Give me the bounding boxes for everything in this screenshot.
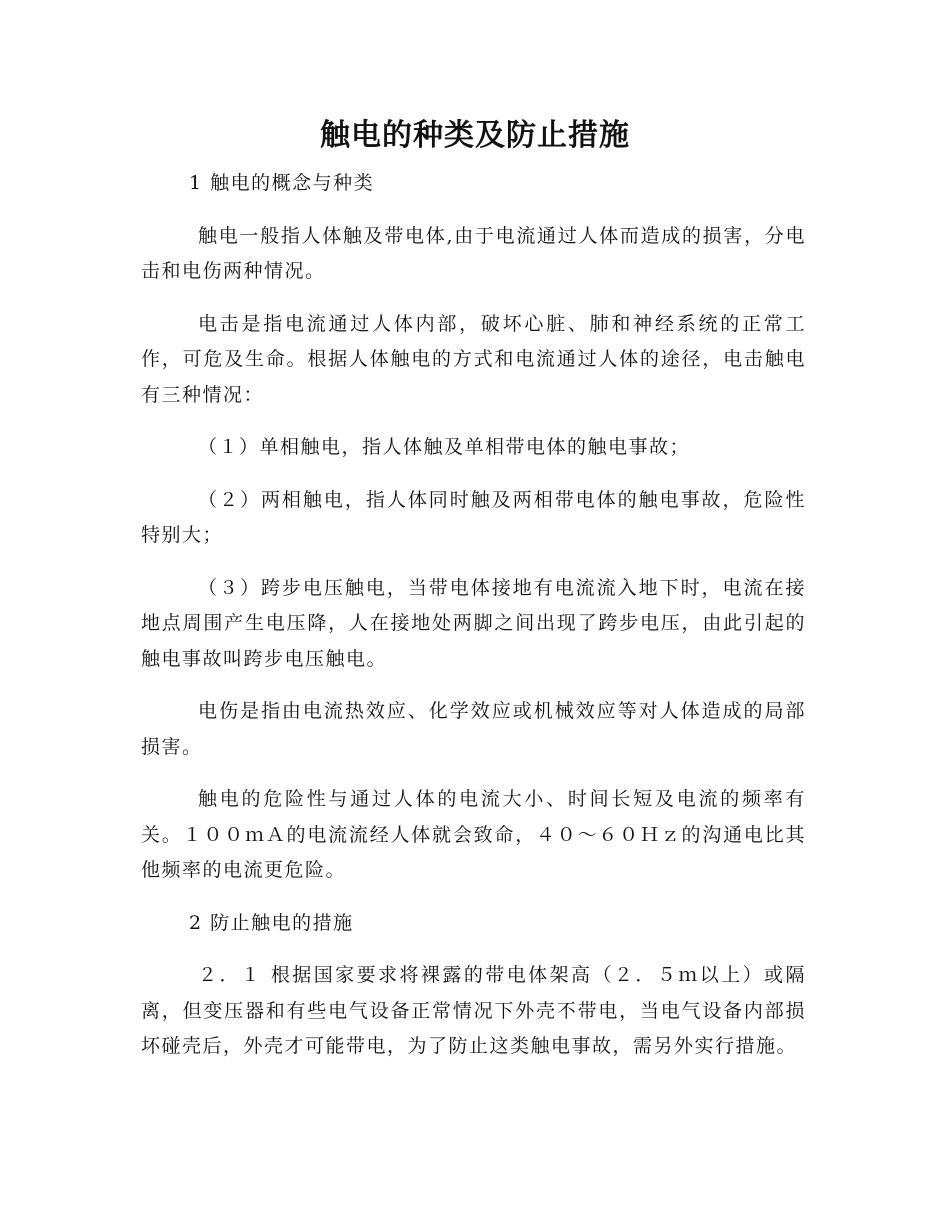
list-item-single-phase: （１）单相触电，指人体触及单相带电体的触电事故；	[198, 436, 691, 458]
paragraph: 电击是指电流通过人体内部，破坏心脏、肺和神经系统的正常工作，可危及生命。根据人体触电的方式和电流通过人体的途径，电击触电有三种情况：	[141, 312, 806, 406]
paragraph: 触电一般指人体触及带电体,由于电流通过人体而造成的损害，分电击和电伤两种情况。	[141, 224, 806, 282]
paragraph: 电伤是指由电流热效应、化学效应或机械效应等对人体造成的局部损害。	[141, 700, 806, 758]
paragraph: 触电的危险性与通过人体的电流大小、时间长短及电流的频率有关。１００ｍＡ的电流流经人体就会致命，４０～６０Ｈｚ的沟通电比其他频率的电流更危险。	[141, 788, 806, 881]
document-body	[141, 166, 806, 1082]
list-item-two-phase: （２）两相触电，指人体同时触及两相带电体的触电事故，危险性特别大；	[141, 488, 806, 546]
section-heading-2: 2 防止触电的措施	[189, 911, 354, 934]
document-title: 触电的种类及防止措施	[320, 118, 630, 153]
paragraph: ２．１ 根据国家要求将裸露的带电体架高（２．５ｍ以上）或隔离，但变压器和有些电气设备正常情况下外壳不带电，当电气设备内部损坏碰壳后，外壳才可能带电，为了防止这类触电事故，需另外实行措施。	[141, 964, 806, 1057]
list-item-step-voltage: （３）跨步电压触电，当带电体接地有电流流入地下时，电流在接地点周围产生电压降，人在接地处两脚之间出现了跨步电压，由此引起的触电事故叫跨步电压触电。	[141, 576, 806, 670]
section-heading-1: 1 触电的概念与种类	[189, 172, 375, 194]
